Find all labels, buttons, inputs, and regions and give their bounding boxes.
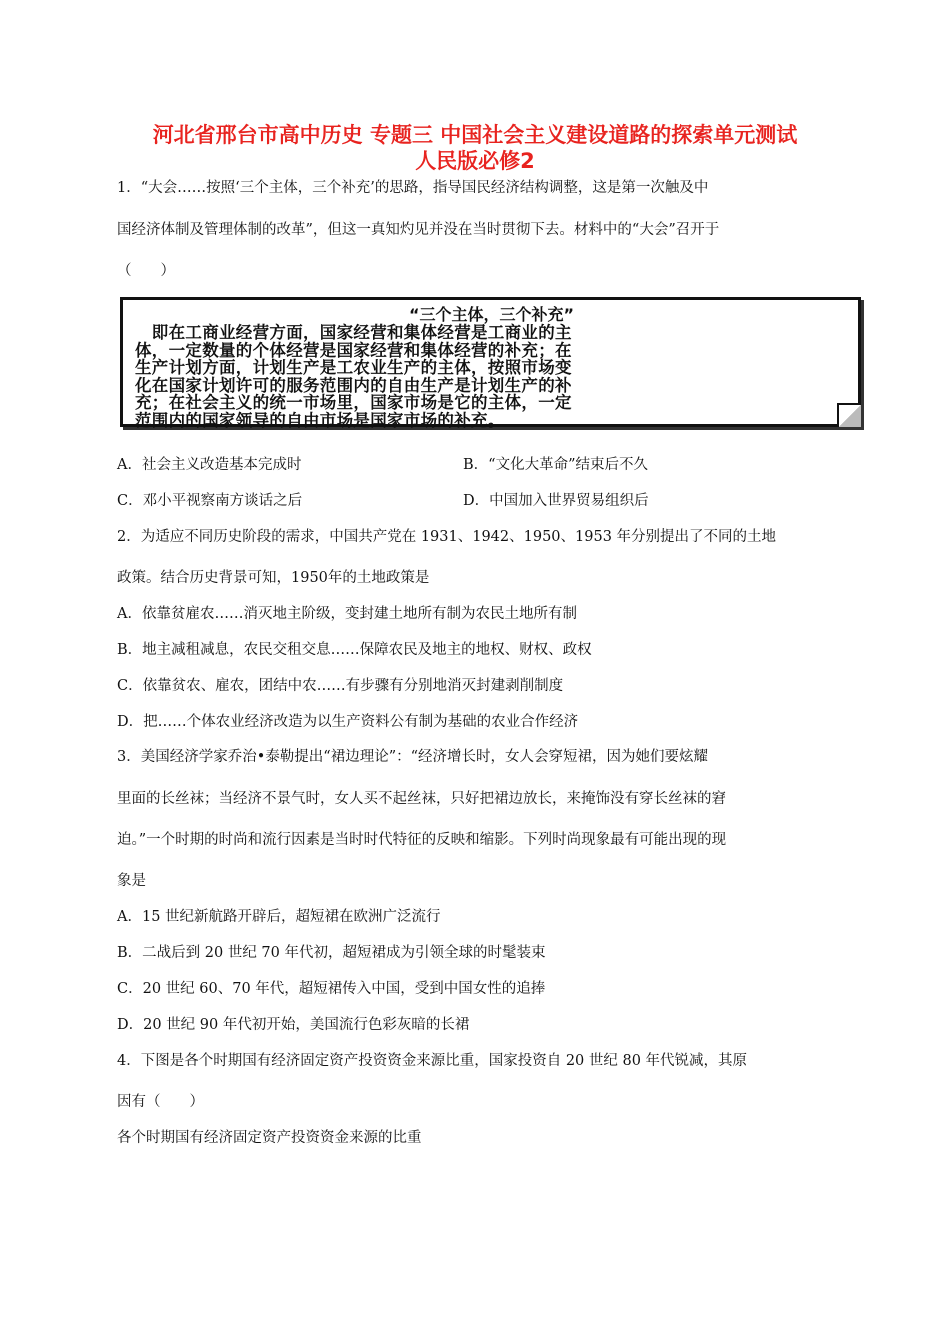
q2-option-d: D．把……个体农业经济改造为以生产资料公有制为基础的农业合作经济 [117,714,579,730]
q1-option-b: B．“文化大革命”结束后不久 [463,457,648,473]
q3-text-line: 里面的长丝袜；当经济不景气时，女人买不起丝袜，只好把裙边放长，来掩饰没有穿长丝袜的窘 [117,791,726,807]
material-heading: “三个主体，三个补充” [408,305,575,324]
q3-option-c: C．20 世纪 60、70 年代，超短裙传入中国，受到中国女性的追捧 [117,981,546,997]
material-line: 生产计划方面，计划生产是工农业生产的主体，按照市场变 [135,358,572,377]
q2-option-a: A．依靠贫雇农……消灭地主阶级，变封建土地所有制为农民土地所有制 [117,606,577,622]
q1-option-d: D．中国加入世界贸易组织后 [463,493,649,509]
q3-option-b: B．二战后到 20 世纪 70 年代初，超短裙成为引领全球的时髦装束 [117,945,546,961]
q3-option-a: A．15 世纪新航路开辟后，超短裙在欧洲广泛流行 [117,909,441,925]
q2-option-b: B．地主减租减息，农民交租交息……保障农民及地主的地权、财权、政权 [117,642,592,658]
q1-material-box [120,297,861,430]
page-curl-decoration [837,403,861,427]
q3-text-line: 迫。”一个时期的时尚和流行因素是当时时代特征的反映和缩影。下列时尚现象最有可能出现的现 [117,832,727,848]
material-line: 体，一定数量的个体经营是国家经营和集体经营的补充；在 [135,340,572,360]
document-subtitle: 人民版必修2 [415,149,535,173]
q4-text-line: 4．下图是各个时期国有经济固定资产投资资金来源比重，国家投资自 20 世纪 80 年代锐减，其原 [117,1053,748,1069]
q4-figure-caption: 各个时期国有经济固定资产投资资金来源的比重 [117,1130,422,1146]
q1-option-c: C．邓小平视察南方谈话之后 [117,493,303,509]
material-line: 即在工商业经营方面，国家经营和集体经营是工商业的主 [135,323,572,342]
q2-text-line: 政策。结合历史背景可知，1950年的土地政策是 [117,570,430,586]
q3-option-d: D．20 世纪 90 年代初开始，美国流行色彩灰暗的长裙 [117,1017,470,1033]
document-title: 河北省邢台市高中历史 专题三 中国社会主义建设道路的探索单元测试 [152,123,798,147]
q2-option-c: C．依靠贫农、雇农，团结中农……有步骤有分别地消灭封建剥削制度 [117,678,564,694]
q3-text-line: 象是 [117,873,146,889]
q1-option-a: A．社会主义改造基本完成时 [117,457,302,473]
q1-text-line: 国经济体制及管理体制的改革”，但这一真知灼见并没在当时贯彻下去。材料中的“大会”召开于 [117,222,720,238]
material-line: 范围内的国家领导的自由市场是国家市场的补充。 [135,410,505,430]
material-line: 充；在社会主义的统一市场里，国家市场是它的主体，一定 [135,393,572,412]
q1-answer-blank: （ ） [117,263,175,279]
q2-text-line: 2．为适应不同历史阶段的需求，中国共产党在 1931、1942、1950、1953 年分别提出了不同的土地 [117,529,777,545]
material-line: 化在国家计划许可的服务范围内的自由生产是计划生产的补 [135,375,572,395]
q3-text-line: 3．美国经济学家乔治•泰勒提出“裙边理论”：“经济增长时，女人会穿短裙，因为她们要炫耀 [117,749,709,765]
q4-answer-blank: 因有（ ） [117,1094,204,1110]
q1-text-line: 1．“大会……按照‘三个主体，三个补充’的思路，指导国民经济结构调整，这是第一次触及中 [117,180,709,196]
